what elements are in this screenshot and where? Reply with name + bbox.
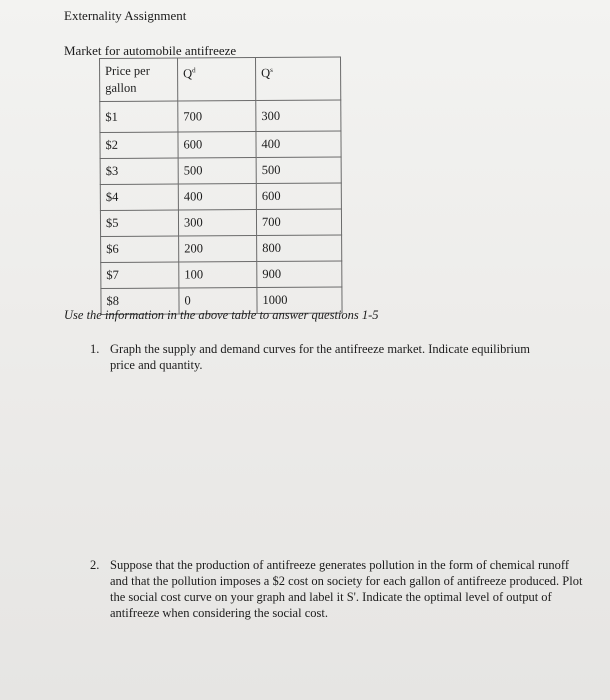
table-row bbox=[100, 183, 341, 210]
market-table bbox=[99, 57, 343, 315]
table-row bbox=[100, 131, 341, 158]
table-caption: Market for automobile antifreeze bbox=[64, 43, 237, 58]
quantity-supplied-cell: 400 bbox=[256, 131, 341, 158]
quantity-demanded-cell: 500 bbox=[178, 158, 256, 184]
instructions-text: Use the information in the above table to answer questions 1-5 bbox=[64, 308, 379, 322]
table-header-row bbox=[100, 57, 341, 101]
quantity-demanded-cell: 0 bbox=[179, 288, 257, 314]
price-cell: $1 bbox=[100, 101, 178, 132]
price-cell: $4 bbox=[100, 184, 178, 210]
price-cell: $8 bbox=[101, 288, 179, 314]
question-number: 1. bbox=[90, 342, 100, 356]
quantity-supplied-header: $Q^s$ bbox=[256, 57, 341, 101]
quantity-supplied-cell: 900 bbox=[257, 261, 342, 288]
quantity-supplied-cell: 700 bbox=[256, 209, 341, 236]
quantity-demanded-cell: 100 bbox=[179, 262, 257, 288]
quantity-demanded-cell: 600 bbox=[178, 132, 256, 158]
price-cell: $2 bbox=[100, 132, 178, 158]
question-text: Graph the supply and demand curves for the antifreeze market. Indicate equilibrium price and quantity. bbox=[110, 342, 530, 372]
table-row bbox=[100, 100, 341, 132]
quantity-supplied-cell: 500 bbox=[256, 157, 341, 184]
table-row bbox=[101, 261, 342, 288]
price-cell: $5 bbox=[100, 210, 178, 236]
quantity-demanded-cell: 700 bbox=[178, 101, 256, 132]
quantity-supplied-cell: 1000 bbox=[257, 287, 342, 314]
question-1 bbox=[90, 341, 530, 373]
price-cell: $3 bbox=[100, 158, 178, 184]
price-cell: $7 bbox=[101, 262, 179, 288]
question-number: 2. bbox=[90, 558, 100, 572]
quantity-demanded-header: $Q^d$ bbox=[178, 58, 256, 101]
page-title: Externality Assignment bbox=[64, 8, 187, 23]
quantity-supplied-cell: 600 bbox=[256, 183, 341, 210]
question-text: Suppose that the production of antifreeze generates pollution in the form of chemical runoff and that the pollution imposes a $2 cost on society for each gallon of antifreeze produced. Plot the social cost curve on your graph and label it S'. Indicate the optimal level of output of antifreeze when considering the social cost. bbox=[110, 558, 583, 620]
quantity-demanded-cell: 300 bbox=[178, 210, 256, 236]
table-row bbox=[101, 235, 342, 262]
quantity-supplied-cell: 300 bbox=[256, 100, 341, 132]
question-2 bbox=[90, 557, 585, 621]
quantity-supplied-cell: 800 bbox=[257, 235, 342, 262]
price-cell: $6 bbox=[101, 236, 179, 262]
price-column-header: Price per gallon bbox=[100, 58, 178, 101]
quantity-demanded-cell: 200 bbox=[179, 236, 257, 262]
quantity-demanded-cell: 400 bbox=[178, 184, 256, 210]
table-row bbox=[100, 209, 341, 236]
table-row bbox=[100, 157, 341, 184]
